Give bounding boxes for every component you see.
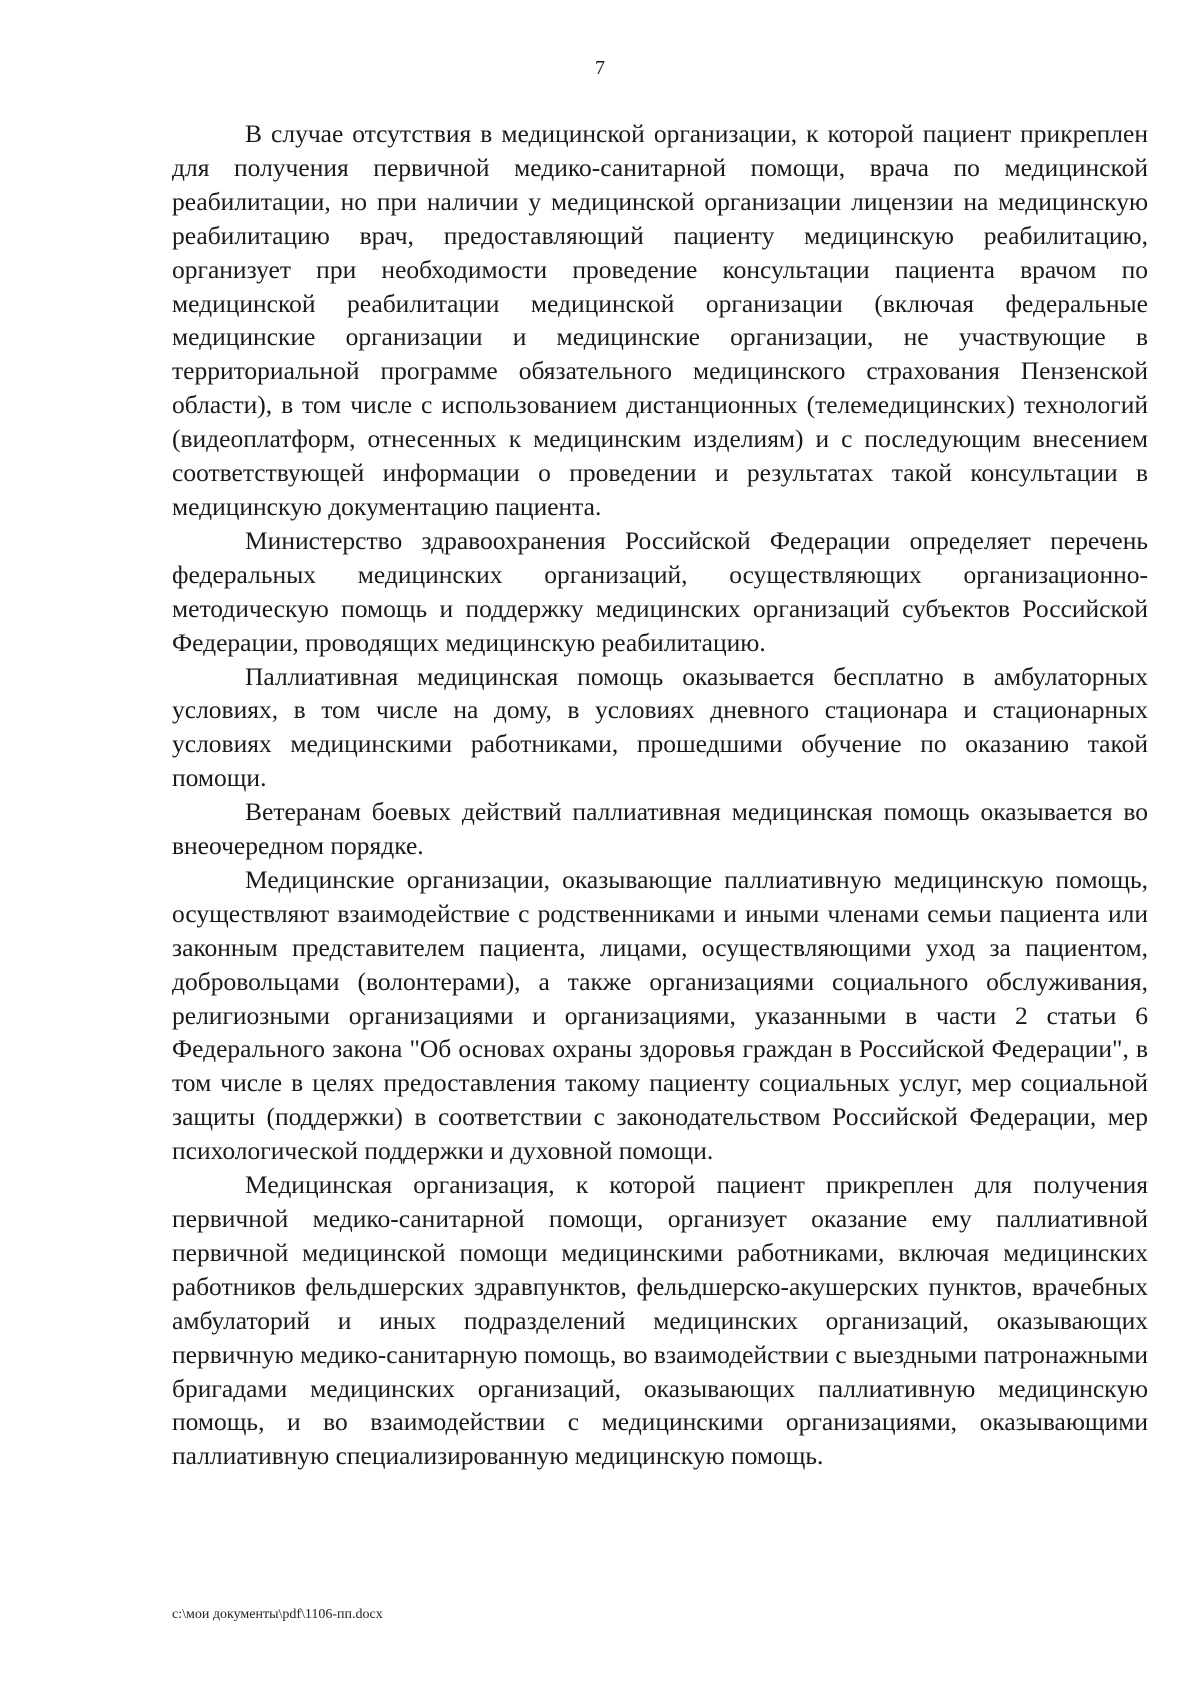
paragraph-rehabilitation-consultation: В случае отсутствия в медицинской организации, к которой пациент прикреплен для получения первичной медико-санитарной помощи, врача по медицинской реабилитации, но при наличии у медицинской организации лицензии на медицинскую реабилитацию врач, предоставляющий пациенту медицинскую реабилитацию, организует при необходимости проведение консультации пациента врачом по медицинской реабилитации медицинской организации (включая федеральные медицинские организации и медицинские организации, не участвующие в территориальной программе обязательного медицинского страхования Пензенской области), в том числе с использованием дистанционных (телемедицинских) технологий (видеоплатформ, отнесенных к медицинским изделиям) и с последующим внесением соответствующей информации о проведении и результатах такой консультации в медицинскую документацию пациента. [172, 119, 1148, 521]
paragraph-ministry-list: Министерство здравоохранения Российской Федерации определяет перечень федеральных медицинских организаций, осуществляющих организационно-методическую помощь и поддержку медицинских организаций субъектов Российской Федерации, проводящих медицинскую реабилитацию. [172, 525, 1148, 657]
paragraph-primary-palliative-care: Медицинская организация, к которой пациент прикреплен для получения первичной медико-санитарной помощи, организует оказание ему паллиативной первичной медицинской помощи медицинскими работниками, включая медицинских работников фельдшерских здравпунктов, фельдшерско-акушерских пунктов, врачебных амбулаторий и иных подразделений медицинских организаций, оказывающих первичную медико-санитарную помощь, во взаимодействии с выездными патронажными бригадами медицинских организаций, оказывающих паллиативную медицинскую помощь, и во взаимодействии с медицинскими организациями, оказывающими паллиативную специализированную медицинскую помощь. [172, 1170, 1148, 1471]
paragraph-palliative-free: Паллиативная медицинская помощь оказывается бесплатно в амбулаторных условиях, в том числе на дому, в условиях дневного стационара и стационарных условиях медицинскими работниками, прошедшими обучение по оказанию такой помощи. [172, 661, 1148, 793]
document-body [172, 117, 1148, 1473]
paragraph-palliative-interaction: Медицинские организации, оказывающие паллиативную медицинскую помощь, осуществляют взаимодействие с родственниками и иными членами семьи пациента или законным представителем пациента, лицами, осуществляющими уход за пациентом, добровольцами (волонтерами), а также организациями социального обслуживания, религиозными организациями и организациями, указанными в части 2 статьи 6 Федерального закона "Об основах охраны здоровья граждан в Российской Федерации", в том числе в целях предоставления такому пациенту социальных услуг, мер социальной защиты (поддержки) в соответствии с законодательством Российской Федерации, мер психологической поддержки и духовной помощи. [172, 864, 1148, 1166]
paragraph-veterans-priority: Ветеранам боевых действий паллиативная медицинская помощь оказывается во внеочередном порядке. [172, 797, 1148, 861]
footer-file-path: c:\мои документы\pdf\1106-пп.docx [172, 1607, 383, 1622]
page-number: 7 [595, 57, 605, 79]
